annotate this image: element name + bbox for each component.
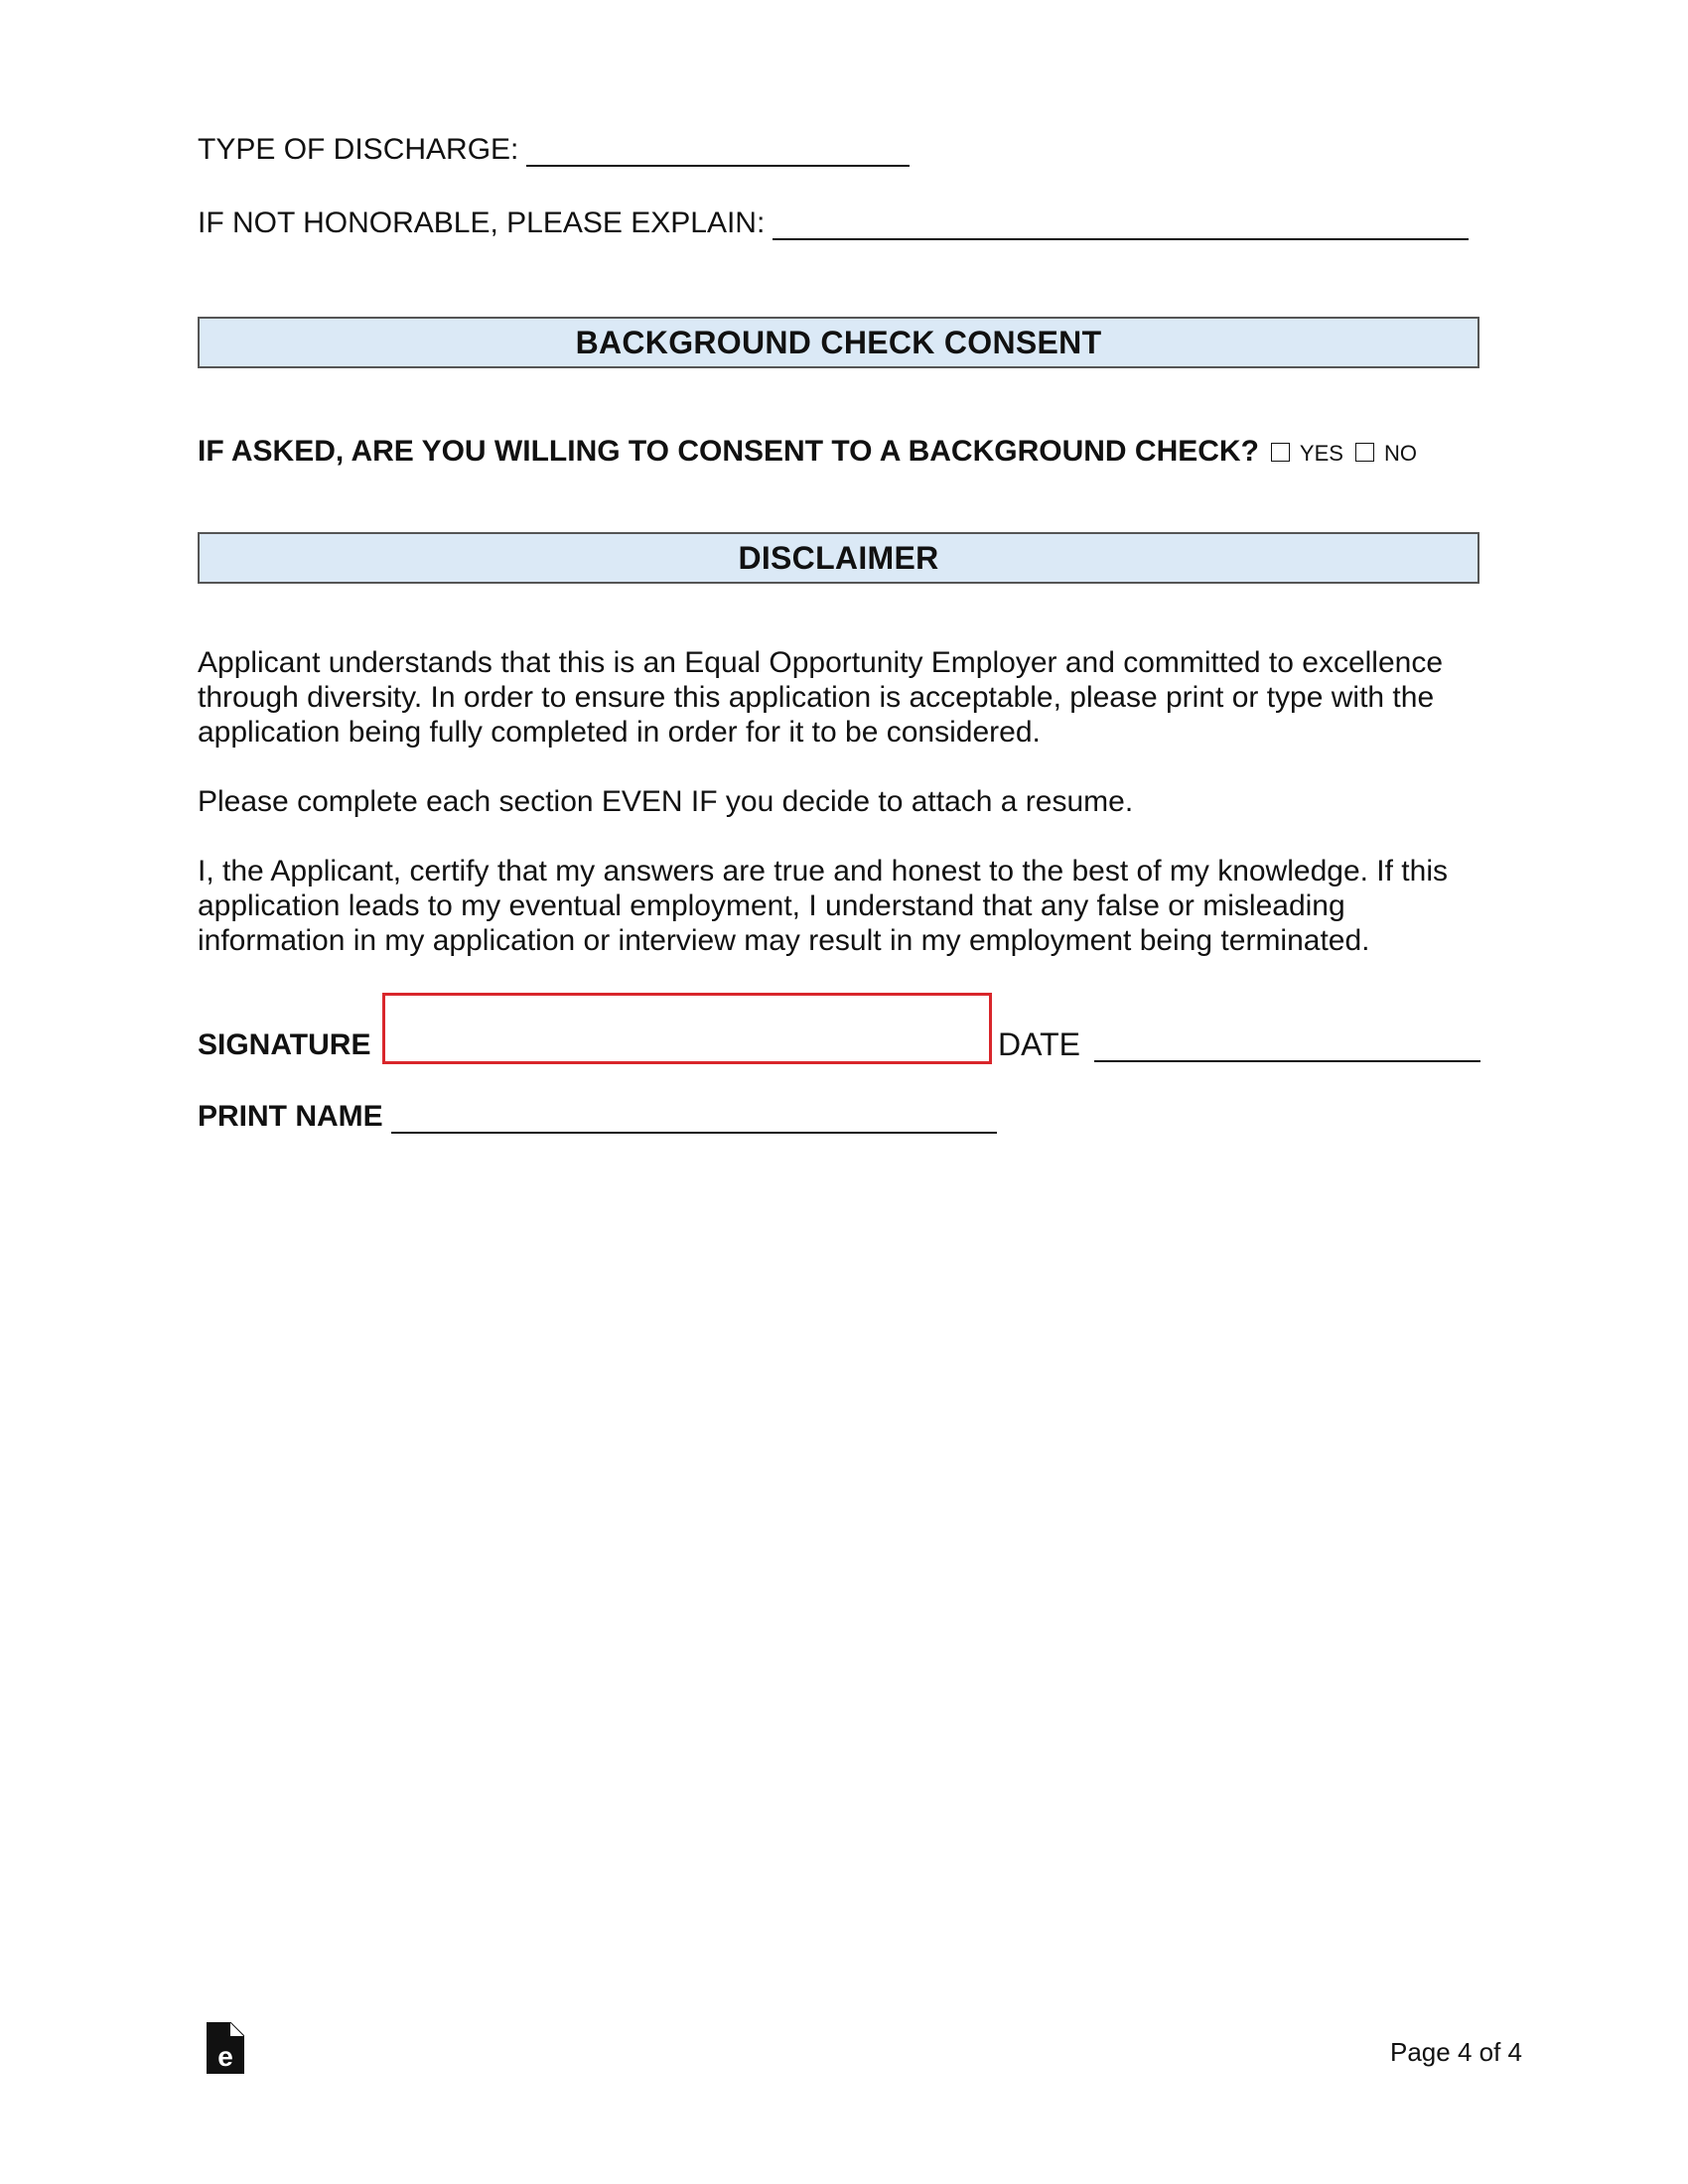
background-check-section-title: BACKGROUND CHECK CONSENT [575,324,1102,360]
document-e-logo-icon [207,2022,244,2074]
date-label: DATE [998,1026,1080,1062]
svg-text:e: e [217,2041,233,2072]
type-of-discharge-label: TYPE OF DISCHARGE: [198,133,519,166]
yes-checkbox-label: YES [1299,441,1343,466]
print-name-row [198,1100,997,1134]
not-honorable-explain-field[interactable] [773,210,1469,240]
no-checkbox-label: NO [1383,441,1417,466]
print-name-field[interactable] [391,1104,997,1134]
not-honorable-explain-row [198,206,1469,240]
disclaimer-section-header [198,532,1479,584]
disclaimer-paragraph-eeo: Applicant understands that this is an Equal Opportunity Employer and committed to excellence through diversity. In order to ensure this application is acceptable, please print or type with the application being fully completed in order for it to be considered. [198,646,1444,749]
background-check-question-text: IF ASKED, ARE YOU WILLING TO CONSENT TO A BACKGROUND CHECK? [198,435,1259,468]
print-name-label: PRINT NAME [198,1100,383,1133]
yes-checkbox[interactable] [1271,443,1290,462]
background-check-no-option[interactable] [1355,441,1417,467]
not-honorable-explain-label: IF NOT HONORABLE, PLEASE EXPLAIN: [198,206,766,239]
signature-row [198,993,1488,1067]
signature-field[interactable] [382,993,992,1064]
type-of-discharge-row [198,133,910,167]
disclaimer-paragraph-certify: I, the Applicant, certify that my answers are true and honest to the best of my knowledge. If this application leads to my eventual employment, I understand that any false or misleading information in my application or interview may result in my employment being terminated. [198,855,1448,957]
date-field[interactable] [1094,1060,1480,1062]
signature-label: SIGNATURE [198,1028,371,1061]
page-number: Page 4 of 4 [1390,2037,1522,2067]
background-check-yes-option[interactable] [1271,441,1343,467]
no-checkbox[interactable] [1355,443,1374,462]
disclaimer-section-title: DISCLAIMER [738,539,939,576]
background-check-question [198,435,1417,469]
background-check-section-header [198,317,1479,368]
disclaimer-paragraph-resume: Please complete each section EVEN IF you decide to attach a resume. [198,785,1134,818]
type-of-discharge-field[interactable] [526,137,910,167]
